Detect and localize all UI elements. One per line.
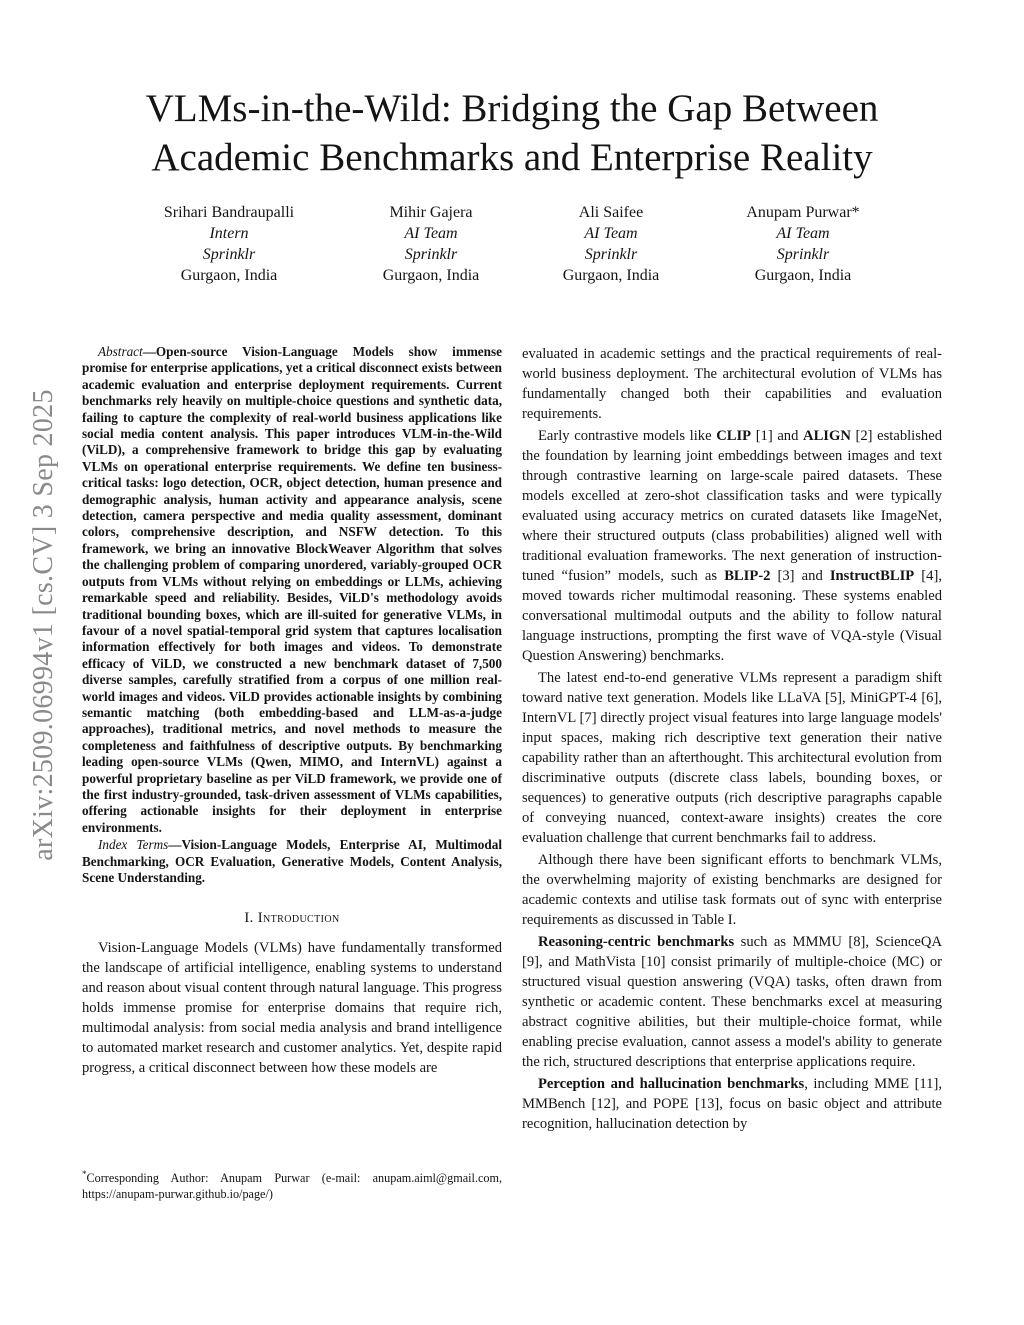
index-terms-text: —Vision-Language Models, Enterprise AI, Multimodal Benchmarking, OCR Evaluation, Generative Models, Content Analysis, Scene Understanding. [82,837,502,885]
intro-paragraph-4: The latest end-to-end generative VLMs represent a paradigm shift toward native text generation. Models like LLaVA [5], MiniGPT-4 [6], InternVL [7] directly project visual features into large language models' input spaces, making rich descriptive text generation their native capability rather than an afterthought. This architectural evolution from discriminative outputs (discrete class labels, bounding boxes, or sequences) to generative outputs (rich descriptive paragraphs capable of conveying nuanced, context-aware insights) creates the core evaluation challenge that current benchmarks fail to address. [522,670,942,846]
author-location: Gurgaon, India [382,267,480,284]
left-column [82,344,502,1078]
intro-paragraph-5: Although there have been significant efforts to benchmark VLMs, the overwhelming majority of existing benchmarks are designed for academic contexts and utilise task formats out of sync with enterprise requirements as discussed in Table I. [522,852,942,928]
author-org: Sprinklr [776,246,830,263]
intro-paragraph-1: Vision-Language Models (VLMs) have fundamentally transformed the landscape of artificial intelligence, enabling systems to understand and reason about visual content through natural language. This progress holds immense promise for enterprise domains that require rich, multimodal analysis: from social media analysis and brand intelligence to automated market research and customer analytics. Yet, despite rapid progress, a critical disconnect between how these models are [82,940,502,1077]
abstract-text: —Open-source Vision-Language Models show immense promise for enterprise applications, yet a critical disconnect exists between academic evaluation and enterprise deployment requirements. Current benchmarks rely heavily on multiple-choice questions and synthetic data, failing to capture the complexity of real-world business applications like social media content analysis. This paper introduces VLM-in-the-Wild (ViLD), a comprehensive framework to bridge this gap by evaluating VLMs on operational enterprise requirements. We define ten business-critical tasks: logo detection, OCR, object detection, human presence and demographic analysis, human activity and appearance analysis, scene detection, camera perspective and media quality assessment, dominant colors, comprehensive description, and NSFW detection. To this framework, we bring an innovative BlockWeaver Algorithm that solves the challenging problem of comparing unordered, variably-grouped OCR outputs from VLMs without relying on embeddings or LLMs, achieving remarkable speed and reliability. Besides, ViLD's methodology avoids traditional bounding boxes, which are ill-suited for generative VLMs, in favour of a novel spatial-temporal grid system that captures localisation information effectively for both images and videos. To demonstrate efficacy of ViLD, we constructed a new benchmark dataset of 7,500 diverse samples, carefully stratified from a corpus of one million real-world images and videos. ViLD provides actionable insights by combining semantic matching (both embedding-based and LLM-as-a-judge approaches), traditional metrics, and novel methods to measure the completeness and faithfulness of descriptive outputs. By benchmarking leading open-source VLMs (Qwen, MIMO, and InternVL) against a powerful proprietary baseline as per ViLD framework, we provide one of the first industry-grounded, task-driven assessment of VLMs capabilities, offering actionable insights for their deployment in enterprise environments. [82,344,502,835]
title-line-1: VLMs-in-the-Wild: Bridging the Gap Between [145,87,879,130]
model-align: ALIGN [803,428,851,444]
author-role: AI Team [776,225,830,242]
text-run: [3] and [770,568,830,584]
intro-paragraph-6 [522,932,942,1072]
model-blip2: BLIP-2 [724,568,771,584]
author-location: Gurgaon, India [180,267,278,284]
footnote-mark: * [82,1168,87,1179]
text-run: [4], moved towards richer multimodal reasoning. These systems enabled conversational multimodal outputs and the ability to follow natural language instructions, prompting the first wave of VQA-style (Visual Question Answering) benchmarks. [522,568,942,664]
bold-lead: Reasoning-centric benchmarks [538,934,735,950]
author-role: Intern [209,225,249,242]
author-org: Sprinklr [584,246,638,263]
bold-lead: Perception and hallucination benchmarks [538,1076,805,1092]
author-org: Sprinklr [202,246,256,263]
arxiv-id[interactable]: arXiv:2509.06994v1 [cs.CV] 3 Sep 2025 [28,389,59,861]
paper-title [80,84,944,182]
index-terms-lead: Index Terms [98,837,169,853]
author-name: Ali Saifee [578,204,644,221]
section-heading-introduction [82,908,502,928]
footnote-text: Corresponding Author: Anupam Purwar (e-mail: anupam.aiml@gmail.com, https://anupam-purwar.github.io/page/) [82,1171,502,1201]
author-location: Gurgaon, India [754,267,852,284]
text-run: [2] established the foundation by learning joint embeddings between images and text through contrastive learning on large-scale paired datasets. These models excelled at zero-shot classification tasks and were typically evaluated using accuracy metrics on curated datasets like ImageNet, where their structured outputs (class probabilities) aligned well with traditional evaluation frameworks. The next generation of instruction-tuned “fusion” models, such as [522,428,942,584]
section-title: Introduction [257,910,340,927]
author-role: AI Team [404,225,458,242]
abstract-lead: Abstract [98,344,143,359]
author-4 [703,202,903,286]
intro-paragraph-7 [522,1074,942,1134]
arxiv-stamp [0,0,60,1325]
author-3 [511,202,711,286]
author-org: Sprinklr [404,246,458,263]
text-run: such as MMMU [8], ScienceQA [9], and MathVista [10] consist primarily of multiple-choice (MC) or structured visual question answering (VQA) tasks, often drawn from synthetic or academic content. These benchmarks excel at measuring abstract cognitive abilities, but their multiple-choice format, while enabling precise evaluation, cannot assess a model's ability to generate the rich, structured descriptions that enterprise applications require. [522,934,942,1070]
author-location: Gurgaon, India [562,267,660,284]
index-terms [82,837,502,886]
text-run: , including MME [11], MMBench [12], and POPE [13], focus on basic object and attribute recognition, hallucination detection by [522,1076,942,1132]
right-column [522,344,942,1134]
abstract [82,344,502,836]
model-clip: CLIP [716,428,752,444]
text-run: Early contrastive models like [538,428,717,444]
author-name: Mihir Gajera [389,204,473,221]
footnote [82,1170,502,1202]
author-name: Anupam Purwar* [746,204,860,221]
author-1 [129,202,329,286]
intro-paragraph-2: evaluated in academic settings and the practical requirements of real-world business deployment. The architectural evolution of VLMs has fundamentally changed both their capabilities and evaluation requirements. [522,346,942,422]
intro-paragraph-3 [522,426,942,666]
author-2 [331,202,531,286]
title-line-2: Academic Benchmarks and Enterprise Reality [151,136,873,179]
text-run: [1] and [751,428,804,444]
author-role: AI Team [584,225,638,242]
model-instructblip: InstructBLIP [829,568,915,584]
author-name: Srihari Bandraupalli [163,204,295,221]
section-number: I. [244,910,254,927]
